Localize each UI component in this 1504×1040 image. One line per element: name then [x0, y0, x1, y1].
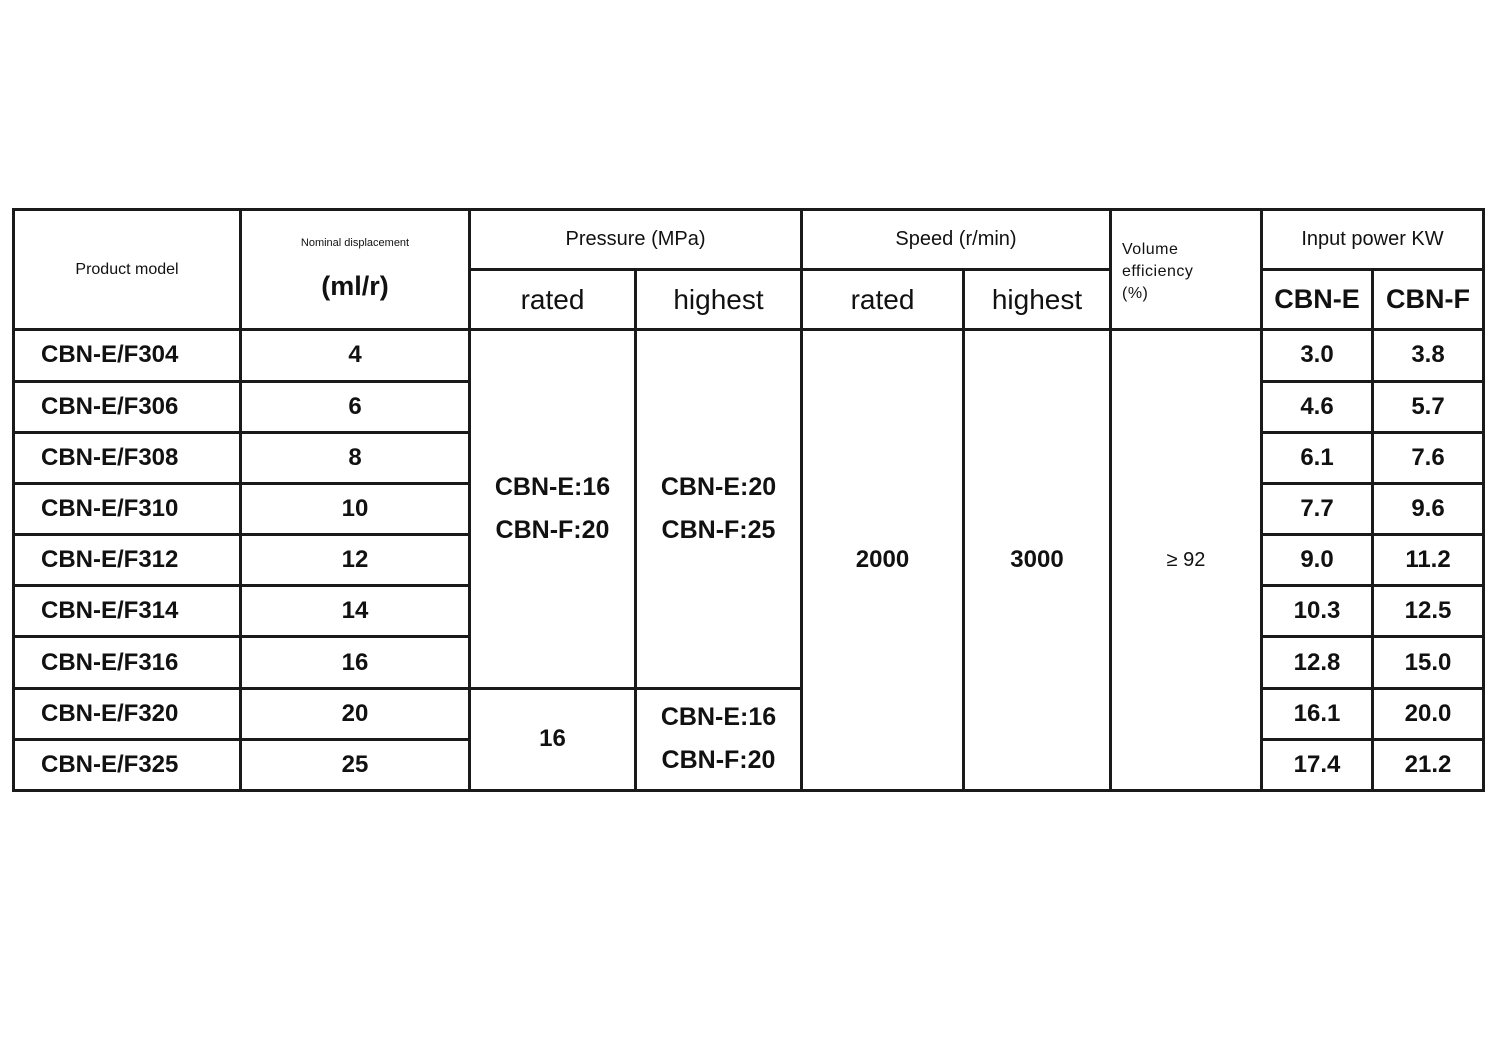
cell-power-cbn-f: 3.8 — [1373, 330, 1484, 381]
cell-volume-efficiency: ≥ 92 — [1111, 330, 1262, 791]
header-pressure-rated: rated — [470, 270, 636, 330]
cell-displacement: 20 — [241, 688, 470, 739]
pressure-rated-cbn-f: CBN-F:20 — [495, 516, 610, 544]
pressure-highest-2-cbn-e: CBN-E:16 — [660, 703, 777, 732]
cell-power-cbn-f: 9.6 — [1373, 483, 1484, 534]
cell-power-cbn-e: 7.7 — [1262, 483, 1373, 534]
cell-power-cbn-e: 16.1 — [1262, 688, 1373, 739]
cell-displacement: 14 — [241, 586, 470, 637]
header-volume-efficiency-line2: efficiency — [1122, 263, 1194, 280]
header-input-power: Input power KW — [1262, 210, 1484, 270]
cell-speed-rated: 2000 — [802, 330, 964, 791]
cell-power-cbn-f: 15.0 — [1373, 637, 1484, 688]
cell-power-cbn-e: 12.8 — [1262, 637, 1373, 688]
cell-displacement: 6 — [241, 381, 470, 432]
cell-pressure-highest-group-2 — [636, 688, 802, 790]
cell-power-cbn-e: 10.3 — [1262, 586, 1373, 637]
cell-power-cbn-f: 11.2 — [1373, 535, 1484, 586]
cell-displacement: 4 — [241, 330, 470, 381]
cell-model: CBN-E/F320 — [14, 688, 241, 739]
header-speed-rated: rated — [802, 270, 964, 330]
cell-displacement: 12 — [241, 535, 470, 586]
cell-displacement: 25 — [241, 739, 470, 790]
table-row — [14, 330, 1484, 381]
cell-model: CBN-E/F314 — [14, 586, 241, 637]
table-row — [14, 688, 1484, 739]
header-volume-efficiency-line3: (%) — [1122, 285, 1149, 302]
cell-model: CBN-E/F310 — [14, 483, 241, 534]
header-displacement-unit: (ml/r) — [321, 271, 389, 302]
cell-displacement: 8 — [241, 432, 470, 483]
cell-model: CBN-E/F325 — [14, 739, 241, 790]
pressure-highest-cbn-e: CBN-E:20 — [660, 473, 777, 501]
header-power-cbn-e: CBN-E — [1262, 270, 1373, 330]
header-volume-efficiency — [1111, 210, 1262, 330]
cell-power-cbn-f: 21.2 — [1373, 739, 1484, 790]
cell-power-cbn-e: 9.0 — [1262, 535, 1373, 586]
header-speed-highest: highest — [964, 270, 1111, 330]
cell-model: CBN-E/F312 — [14, 535, 241, 586]
header-row-top — [14, 210, 1484, 270]
cell-model: CBN-E/F316 — [14, 637, 241, 688]
header-nominal-displacement — [241, 210, 470, 330]
cell-power-cbn-e: 6.1 — [1262, 432, 1373, 483]
cell-pressure-rated-group-1 — [470, 330, 636, 688]
header-speed: Speed (r/min) — [802, 210, 1111, 270]
cell-power-cbn-f: 12.5 — [1373, 586, 1484, 637]
cell-displacement: 10 — [241, 483, 470, 534]
header-power-cbn-f: CBN-F — [1373, 270, 1484, 330]
cell-pressure-rated-group-2: 16 — [470, 688, 636, 790]
pressure-rated-cbn-e: CBN-E:16 — [494, 473, 611, 501]
header-pressure-highest: highest — [636, 270, 802, 330]
cell-power-cbn-f: 5.7 — [1373, 381, 1484, 432]
cell-model: CBN-E/F308 — [14, 432, 241, 483]
cell-power-cbn-f: 20.0 — [1373, 688, 1484, 739]
cell-power-cbn-e: 17.4 — [1262, 739, 1373, 790]
header-pressure: Pressure (MPa) — [470, 210, 802, 270]
gear-pump-spec-table — [12, 208, 1485, 792]
cell-model: CBN-E/F306 — [14, 381, 241, 432]
header-volume-efficiency-line1: Volume — [1122, 241, 1179, 258]
cell-speed-highest: 3000 — [964, 330, 1111, 791]
header-nominal-displacement-label: Nominal displacement — [300, 237, 410, 250]
cell-power-cbn-e: 4.6 — [1262, 381, 1373, 432]
cell-model: CBN-E/F304 — [14, 330, 241, 381]
header-product-model: Product model — [14, 210, 241, 330]
cell-power-cbn-e: 3.0 — [1262, 330, 1373, 381]
pressure-highest-cbn-f: CBN-F:25 — [661, 516, 776, 544]
pressure-highest-2-cbn-f: CBN-F:20 — [661, 746, 776, 775]
cell-pressure-highest-group-1 — [636, 330, 802, 688]
cell-power-cbn-f: 7.6 — [1373, 432, 1484, 483]
cell-displacement: 16 — [241, 637, 470, 688]
